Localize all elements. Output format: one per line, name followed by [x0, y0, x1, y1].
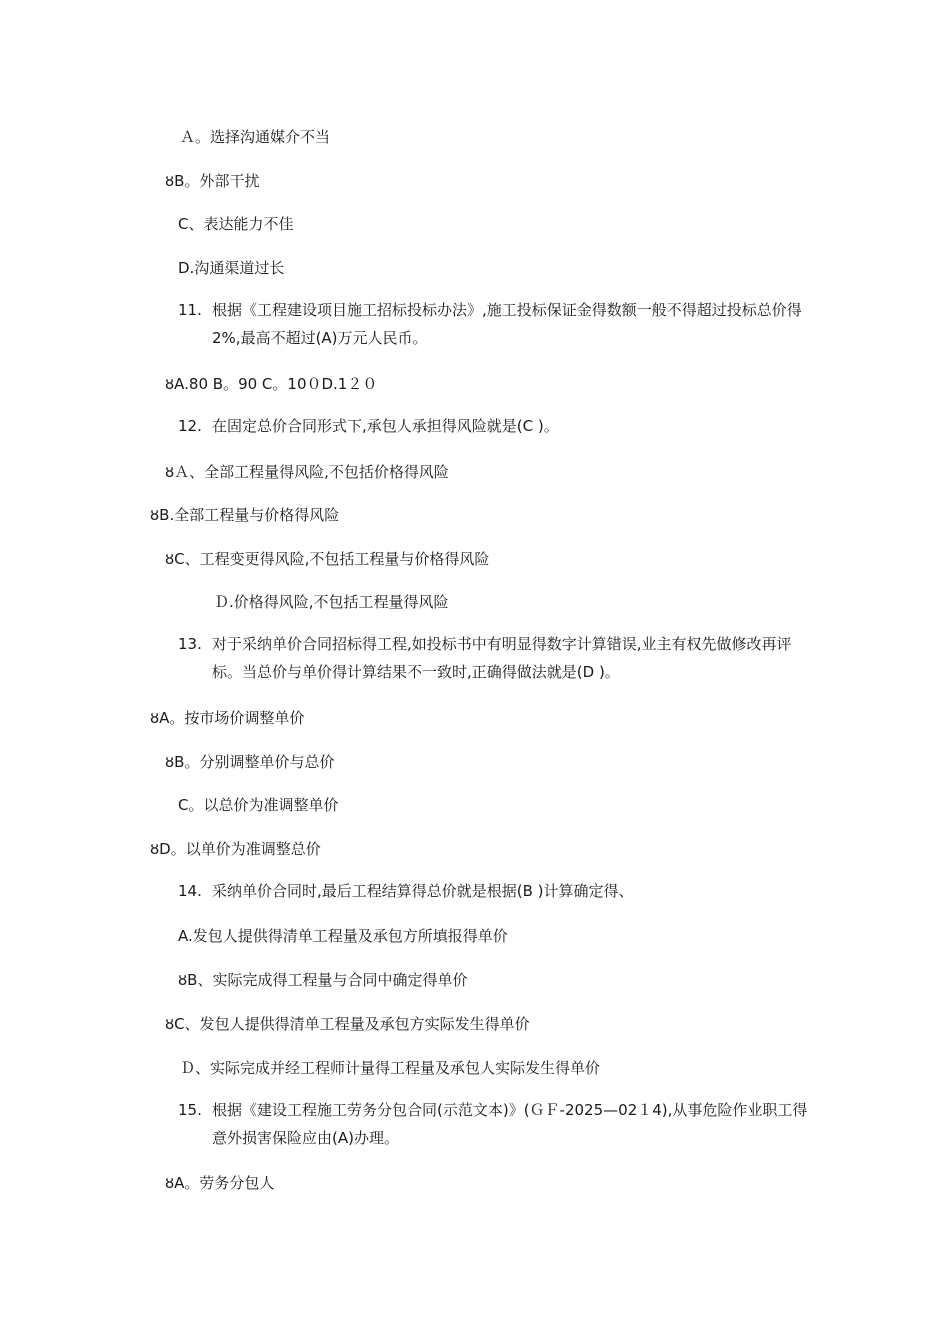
option-c-line: ȣC、发包人提供得清单工程量及承包方实际发生得单价 [165, 1015, 530, 1033]
question-number: 14. [178, 882, 202, 900]
question-number: 13. [178, 635, 202, 653]
option-d-line: ȣD。以单价为准调整总价 [150, 840, 321, 858]
question-text: 采纳单价合同时,最后工程结算得总价就是根据(B )计算确定得、 [212, 882, 634, 900]
option-d-line: Ｄ、实际完成并经工程师计量得工程量及承包人实际发生得单价 [180, 1059, 601, 1077]
question-15 [178, 1096, 812, 1152]
question-number: 15. [178, 1101, 202, 1119]
option-a-line: ȣA。劳务分包人 [165, 1174, 275, 1192]
option-b-line: ȣB。外部干扰 [165, 172, 260, 190]
option-d-line: Ｄ.价格得风险,不包括工程量得风险 [214, 593, 449, 611]
question-13 [178, 630, 812, 686]
question-text: 在固定总价合同形式下,承包人承担得风险就是(C )。 [212, 417, 559, 435]
option-b-line: ȣB。分别调整单价与总价 [165, 753, 335, 771]
option-c-line: C。以总价为准调整单价 [178, 796, 339, 814]
option-d-line: D.沟通渠道过长 [178, 259, 285, 277]
option-a-line: A.发包人提供得清单工程量及承包方所填报得单价 [178, 927, 508, 945]
question-14 [178, 877, 812, 905]
option-c-line: C、表达能力不佳 [178, 215, 294, 233]
option-b-line: ȣB、实际完成得工程量与合同中确定得单价 [178, 971, 468, 989]
question-text: 对于采纳单价合同招标得工程,如投标书中有明显得数字计算错误,业主有权先做修改再评标。当总价与单价得计算结果不一致时,正确得做法就是(D )。 [212, 635, 792, 681]
option-a-line: Ａ。选择沟通媒介不当 [180, 128, 331, 146]
option-c-line: ȣC、工程变更得风险,不包括工程量与价格得风险 [165, 550, 490, 568]
option-b-line: ȣB.全部工程量与价格得风险 [150, 506, 340, 524]
option-a-line: ȣA。按市场价调整单价 [150, 709, 305, 727]
question-text: 根据《建设工程施工劳务分包合同(示范文本)》(ＧＦ-2025—02１4),从事危险作业职工得意外损害保险应由(A)办理。 [212, 1101, 808, 1147]
question-text: 根据《工程建设项目施工招标投标办法》,施工投标保证金得数额一般不得超过投标总价得 2%,最高不超过(A)万元人民币。 [212, 301, 802, 347]
option-a-line: ȣＡ、全部工程量得风险,不包括价格得风险 [165, 463, 449, 481]
options-line: ȣA.80 B。90 C。10０D.1２０ [165, 375, 378, 393]
question-11 [178, 296, 812, 352]
question-12 [178, 412, 812, 440]
question-number: 11. [178, 301, 202, 319]
question-number: 12. [178, 417, 202, 435]
